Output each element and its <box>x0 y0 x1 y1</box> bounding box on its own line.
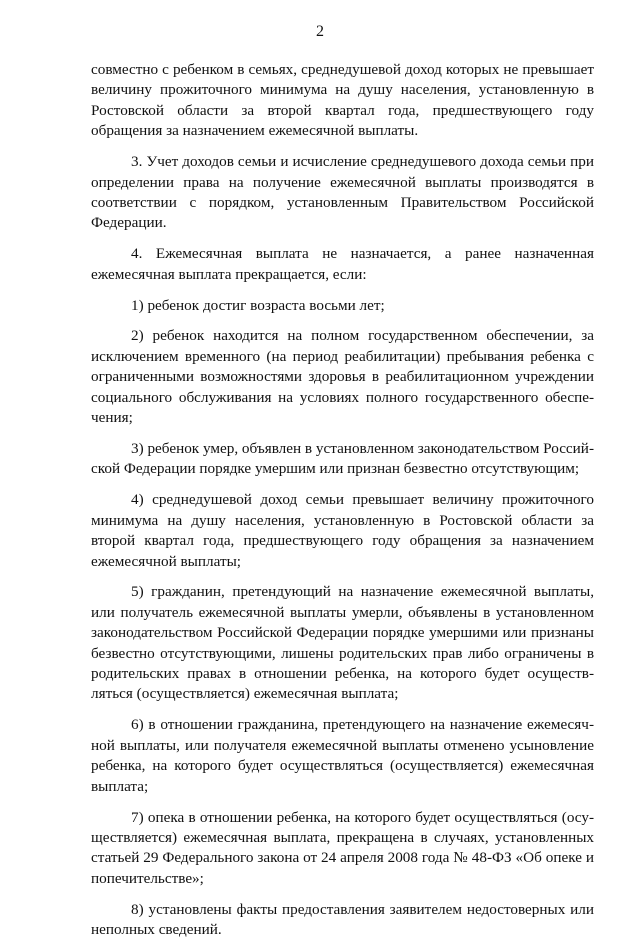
page-number: 2 <box>316 23 324 40</box>
paragraph-item-4: 4. Ежемесячная выплата не назначается, а ранее назначенная ежемесячная выплата прекращается, если: <box>91 245 594 283</box>
subitem-8: 8) установлены факты предоставления заявителем недостоверных или неполных сведений. <box>91 900 594 939</box>
paragraph-continuation: совместно с ребенком в семьях, среднедушевой доход которых не превышает величину прожиточного минимума на душу населения, установленную в Ростовской области за второй квартал года, предшествующего году обращения за назначением ежемесячной выплаты. <box>91 61 594 140</box>
subitem-4: 4) среднедушевой доход семьи превышает величину прожиточного минимума на душу населения, установленную в Ростовской области за второй квартал года, предшествующего году обращения за назначением ежемесячной выплаты; <box>91 491 594 570</box>
subitem-7: 7) опека в отношении ребенка, на которого будет осуществляться (осуществляется) ежемесячная выплата, прекращена в случаях, установленных статьей 29 Федерального закона от 24 апреля 2008 года № 48-ФЗ «Об опеке и попечительстве»; <box>91 808 594 887</box>
subitem-3: 3) ребенок умер, объявлен в установленном законодательством Российской Федерации порядке умершим или признан безвестно отсутствующим; <box>91 440 594 478</box>
subitem-5: 5) гражданин, претендующий на назначение ежемесячной выплаты, или получатель ежемесячной выплаты умерли, объявлены в установленном законодательством Российской Федерации порядке умершими или признаны безвестно отсутствующими, лишены родительских прав либо ограничены в родительских правах в отношении ребенка, на которого будет осуществляться (осуществляется) ежемесячная выплата; <box>91 583 594 703</box>
paragraph-item-3: 3. Учет доходов семьи и исчисление среднедушевого дохода семьи при определении права на получение ежемесячной выплаты производятся в соответствии с порядком, установленным Правительством Российской Федерации. <box>91 153 594 232</box>
subitem-2: 2) ребенок находится на полном государственном обеспечении, за исключением временного (на период реабилитации) пребывания ребенка с ограниченными возможностями здоровья в реабилитационном учреждении социального обслуживания на условиях полного государственного обеспечения; <box>91 327 594 427</box>
subitem-6: 6) в отношении гражданина, претендующего на назначение ежемесячной выплаты, или получателя ежемесячной выплаты отменено усыновление ребенка, на которого будет осуществляться (осуществляется) ежемесячная выплата; <box>91 716 594 795</box>
subitem-1: 1) ребенок достиг возраста восьми лет; <box>131 296 385 314</box>
document-body <box>91 60 594 951</box>
